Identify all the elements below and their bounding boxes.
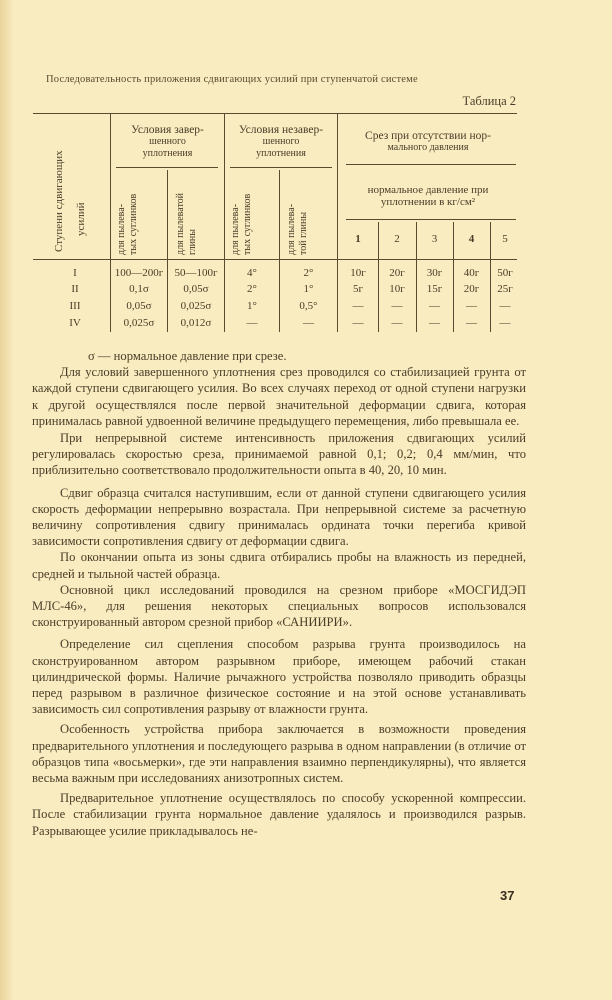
- table-cell: 0,1σ: [129, 283, 149, 295]
- group2-header-line: шенного: [262, 136, 300, 147]
- table-hline: [346, 219, 516, 220]
- table-cell: 20г: [463, 283, 480, 295]
- pressure-col-3: 3: [431, 233, 438, 245]
- group1-header-line: шенного: [149, 136, 186, 147]
- group3-header: [338, 130, 518, 154]
- subheader-col1-line1: для пылева-: [116, 203, 127, 255]
- stage-label: IV: [69, 317, 81, 329]
- table-cell: —: [429, 317, 440, 329]
- table-cell: 50г: [497, 267, 513, 279]
- table-cell: —: [466, 317, 477, 329]
- table-cell: 25г: [497, 283, 513, 295]
- group3-header-line: Срез при отсутствии нор-: [365, 130, 491, 142]
- paragraph: Для условий завершенного уплотнения срез проводился со стабилизацией грунта от каждой ступени сдвигающего усилия. Во всех случаях переход от одной ступени нагрузки к другой осуществлялся после первой значительной деформации сдвига, которая принималась равной удвоенной величине предыдущего перемещения, либо превышала ее.: [32, 365, 526, 428]
- table-cell: —: [466, 300, 477, 312]
- table-cell: 0,05σ: [126, 300, 152, 312]
- paragraph: По окончании опыта из зоны сдвига отбирались пробы на влажность из передней, средней и тыльной частей образца.: [32, 550, 526, 581]
- group1-header-line: Условия завер-: [131, 124, 204, 136]
- table-hline: [230, 167, 332, 168]
- table-cell: 0,05σ: [183, 283, 209, 295]
- table-cell: 40г: [463, 267, 480, 279]
- row-header-line2: усилий: [75, 202, 87, 236]
- table-top-rule: [33, 113, 517, 114]
- table-number-label: Таблица 2: [462, 94, 516, 108]
- stage-label: III: [69, 300, 81, 312]
- table-cell: 50—100г: [174, 267, 218, 279]
- group1-header-line: уплотнения: [142, 148, 193, 159]
- table-cell: 0,5°: [299, 300, 318, 312]
- subheader-col1-line2: тых суглинков: [128, 193, 139, 255]
- group2-header-line: Условия незавер-: [238, 124, 324, 136]
- subheader-col2-line1: для пылеватой: [175, 192, 186, 255]
- table-cell: —: [391, 300, 403, 312]
- paragraph: При непрерывной системе интенсивность приложения сдвигающих усилий регулировалась скоростью среза, принимаемой равной 0,1; 0,2; 0,4 мм/мин, что приблизительно соответствовало продолжительности опыта в 40, 20, 10 мин.: [32, 431, 526, 478]
- subheader-col4-line2: той глины: [298, 211, 309, 255]
- table-cell: 20г: [389, 267, 405, 279]
- paragraph: Определение сил сцепления способом разрыва грунта производилось на сконструированном автором разрывном приборе, имеющем рабочий стакан цилиндрической формы. Наличие рычажного устройства позволяло приводить образцы перед разрывом в различное физическое состояние и на этой основе устанавливать зависимость сил сопротивления разрыву от влажности грунта.: [32, 637, 526, 717]
- pressure-col-4: 4: [468, 233, 475, 245]
- row-header-line1: Ступени сдвигающих: [53, 150, 65, 252]
- paragraph: Основной цикл исследований проводился на срезном приборе «МОСГИДЭП МЛС-46», для решения некоторых специальных вопросов использовался сконструированный автором срезной прибор «САНИИРИ».: [32, 582, 526, 630]
- table-cell: —: [246, 317, 258, 329]
- table-cell: 2°: [303, 267, 314, 279]
- table-cell: 0,025σ: [180, 300, 212, 312]
- table-cell: —: [499, 317, 511, 329]
- body-text: [32, 348, 526, 839]
- page-edge-shadow: [0, 0, 14, 1000]
- table-cell: —: [499, 300, 511, 312]
- table-cell: 5г: [352, 283, 363, 295]
- table-cell: —: [352, 317, 364, 329]
- pressure-col-2: 2: [394, 233, 400, 245]
- table-cell: —: [303, 317, 314, 329]
- table-header-rule: [33, 259, 517, 260]
- group2-header: [225, 124, 337, 160]
- table-cell: 100—200г: [114, 267, 164, 279]
- stage-label: I: [73, 267, 77, 279]
- table-cell: 15г: [426, 283, 443, 295]
- group1-header: [111, 124, 224, 160]
- table-cell: 1°: [303, 283, 314, 295]
- table-cell: 30г: [426, 267, 443, 279]
- table-cell: 1°: [247, 300, 257, 312]
- table-cell: —: [429, 300, 440, 312]
- subheader-col3-line1: для пылева-: [230, 203, 241, 255]
- table-caption: Последовательность приложения сдвигающих усилий при ступенчатой системе: [46, 74, 418, 85]
- group3-subheader-line: нормальное давление при: [367, 184, 489, 196]
- table-cell: 0,012σ: [180, 317, 212, 329]
- table-cell: 4°: [247, 267, 257, 279]
- table-cell: —: [391, 317, 403, 329]
- subheader-col4-line1: для пылева-: [286, 203, 297, 255]
- table-cell: 2°: [247, 283, 257, 295]
- page-number: 37: [500, 888, 515, 903]
- group2-header-line: уплотнения: [256, 148, 306, 159]
- paragraph: Предварительное уплотнение осуществлялось по способу ускоренной компрессии. После стабилизации грунта нормальное давление удалялось и производился разрыв. Разрывающее усилие прикладывалось не-: [32, 791, 526, 838]
- table-cell: 10г: [389, 283, 405, 295]
- group3-header-line: мального давления: [387, 142, 469, 153]
- table-hline: [116, 167, 218, 168]
- table-cell: 0,025σ: [123, 317, 155, 329]
- paragraph: Сдвиг образца считался наступившим, если от данной ступени сдвигающего усилия скорость деформации непрерывно возрастала. При непрерывной системе за расчетную величину сопротивления сдвигу принималась ордината точки перегиба кривой зависимости сопротивления сдвигу от деформации сдвига.: [32, 485, 526, 549]
- pressure-col-5: 5: [502, 233, 508, 245]
- group3-subheader-line: уплотнении в кг/см²: [380, 196, 476, 208]
- paragraph: Особенность устройства прибора заключается в возможности проведения предварительного уплотнения и последующего разрыва в одном направлении (в отличие от образцов типа «восьмерки», где эти направления взаимно перпендикулярны), что является весьма важным при исследованиях анизотропных систем.: [32, 722, 526, 786]
- stage-label: II: [71, 283, 79, 295]
- subheader-col2-line2: глины: [187, 228, 198, 255]
- subheader-col3-line2: тых суглинков: [242, 193, 253, 255]
- table-cell: 10г: [350, 267, 366, 279]
- table-hline: [346, 164, 516, 165]
- group3-subheader: [338, 184, 518, 208]
- table-cell: —: [352, 300, 364, 312]
- pressure-col-1: 1: [355, 233, 361, 245]
- sigma-note: σ — нормальное давление при срезе.: [88, 349, 287, 363]
